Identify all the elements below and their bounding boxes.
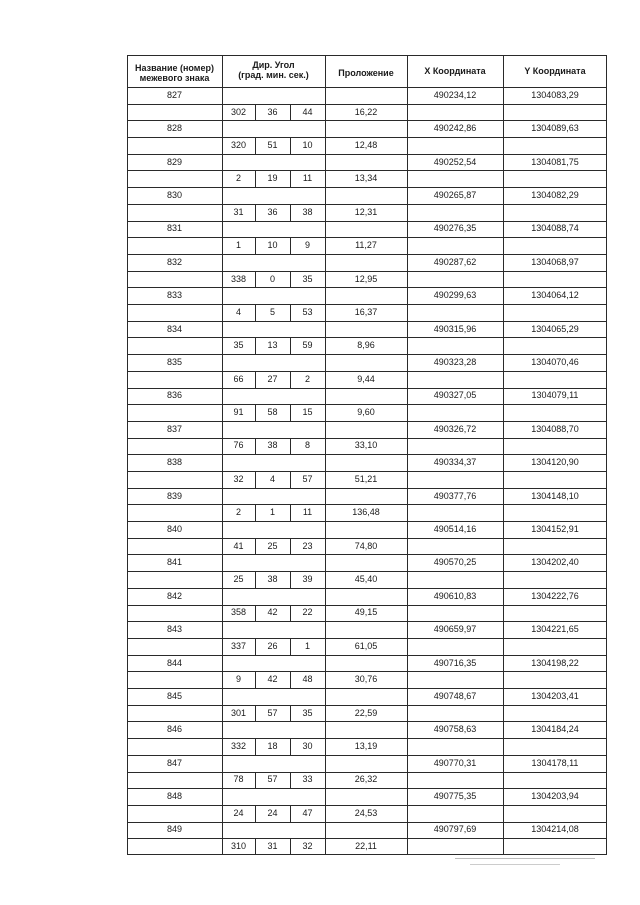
x-coordinate: 490797,69	[433, 824, 477, 835]
segment-length: 9,44	[357, 373, 375, 384]
point-name: 849	[166, 824, 183, 835]
point-name: 831	[166, 223, 183, 234]
row-separator	[127, 571, 607, 572]
x-coordinate: 490252,54	[433, 156, 477, 167]
angle-minutes: 31	[267, 841, 278, 852]
point-name: 835	[166, 356, 183, 367]
row-separator	[127, 838, 607, 839]
row-separator	[127, 454, 607, 455]
angle-seconds: 8	[304, 440, 310, 451]
row-separator	[127, 538, 607, 539]
segment-length: 61,05	[354, 640, 378, 651]
angle-minutes: 57	[267, 774, 278, 785]
angle-minutes: 1	[269, 507, 275, 518]
point-name: 829	[166, 156, 183, 167]
segment-length: 74,80	[354, 540, 378, 551]
x-coordinate: 490287,62	[433, 256, 477, 267]
row-separator	[127, 655, 607, 656]
angle-minutes: 26	[267, 640, 278, 651]
angle-seconds: 38	[302, 206, 313, 217]
angle-seconds: 32	[302, 841, 313, 852]
header-length: Проложение	[338, 68, 394, 78]
segment-length: 12,31	[354, 206, 378, 217]
row-separator	[127, 521, 607, 522]
row-separator	[127, 371, 607, 372]
segment-length: 33,10	[354, 440, 378, 451]
angle-minutes: 38	[267, 440, 278, 451]
row-separator	[127, 554, 607, 555]
segment-length: 51,21	[354, 473, 378, 484]
y-coordinate: 1304068,97	[531, 256, 579, 267]
y-coordinate: 1304079,11	[531, 390, 579, 401]
table-border-bottom	[127, 854, 607, 855]
angle-seconds: 48	[302, 674, 313, 685]
row-separator	[127, 287, 607, 288]
x-coordinate: 490770,31	[433, 757, 477, 768]
point-name: 840	[166, 523, 183, 534]
y-coordinate: 1304214,08	[531, 824, 579, 835]
row-separator	[127, 588, 607, 589]
row-separator	[127, 137, 607, 138]
angle-seconds: 1	[304, 640, 310, 651]
segment-length: 136,48	[352, 507, 380, 518]
y-coordinate: 1304088,70	[531, 423, 579, 434]
row-separator	[127, 271, 607, 272]
angle-degrees: 337	[230, 640, 247, 651]
row-separator	[127, 204, 607, 205]
angle-degrees: 91	[233, 407, 244, 418]
segment-length: 9,60	[357, 407, 375, 418]
point-name: 839	[166, 490, 183, 501]
x-coordinate: 490242,86	[433, 123, 477, 134]
angle-minutes: 42	[267, 607, 278, 618]
angle-minutes: 5	[269, 306, 275, 317]
y-coordinate: 1304221,65	[531, 624, 579, 635]
angle-seconds: 23	[302, 540, 313, 551]
segment-length: 22,11	[355, 841, 377, 852]
row-separator	[127, 605, 607, 606]
segment-length: 30,76	[354, 674, 378, 685]
angle-degrees: 310	[230, 841, 247, 852]
row-separator	[127, 738, 607, 739]
y-coordinate: 1304081,75	[531, 156, 579, 167]
angle-degrees: 320	[230, 139, 247, 150]
x-coordinate: 490659,97	[433, 624, 477, 635]
point-name: 833	[166, 290, 183, 301]
row-separator	[127, 772, 607, 773]
angle-seconds: 30	[302, 740, 313, 751]
point-name: 848	[166, 791, 183, 802]
angle-degrees: 41	[233, 540, 244, 551]
segment-length: 22,59	[354, 707, 378, 718]
x-coordinate: 490514,16	[433, 523, 477, 534]
header-name-line1: Название (номер)	[135, 63, 214, 73]
angle-degrees: 76	[233, 440, 244, 451]
x-coordinate: 490610,83	[433, 590, 477, 601]
angle-seconds: 39	[302, 574, 313, 585]
angle-minutes: 36	[267, 106, 278, 117]
angle-minutes: 51	[267, 139, 278, 150]
point-name: 828	[166, 123, 183, 134]
angle-degrees: 9	[235, 674, 241, 685]
angle-degrees: 4	[235, 306, 241, 317]
angle-seconds: 10	[302, 139, 313, 150]
x-coordinate: 490570,25	[433, 557, 477, 568]
segment-length: 13,19	[354, 740, 378, 751]
angle-degrees: 332	[230, 740, 247, 751]
angle-degrees: 301	[230, 707, 247, 718]
y-coordinate: 1304222,76	[531, 590, 579, 601]
x-coordinate: 490716,35	[433, 657, 477, 668]
row-separator	[127, 321, 607, 322]
x-coordinate: 490758,63	[433, 724, 477, 735]
point-name: 845	[166, 690, 183, 701]
angle-degrees: 25	[233, 574, 244, 585]
segment-length: 45,40	[354, 574, 378, 585]
angle-seconds: 33	[302, 774, 313, 785]
segment-length: 16,22	[354, 106, 378, 117]
row-separator	[127, 721, 607, 722]
angle-minutes: 36	[267, 206, 278, 217]
y-coordinate: 1304088,74	[531, 223, 579, 234]
row-separator	[127, 104, 607, 105]
x-coordinate: 490748,67	[433, 690, 477, 701]
row-separator	[127, 354, 607, 355]
point-name: 834	[166, 323, 183, 334]
angle-degrees: 66	[233, 373, 244, 384]
header-y: Y Координата	[524, 66, 586, 76]
point-name: 830	[166, 190, 183, 201]
row-separator	[127, 504, 607, 505]
row-separator	[127, 388, 607, 389]
angle-seconds: 15	[302, 407, 313, 418]
point-name: 838	[166, 457, 183, 468]
header-name	[127, 63, 222, 83]
segment-length: 16,37	[354, 306, 378, 317]
angle-degrees: 78	[233, 774, 244, 785]
point-name: 837	[166, 423, 183, 434]
angle-seconds: 9	[304, 240, 310, 251]
table-border-top	[127, 55, 607, 56]
angle-seconds: 57	[302, 473, 313, 484]
angle-degrees: 24	[233, 807, 244, 818]
segment-length: 26,32	[354, 774, 378, 785]
angle-minutes: 19	[267, 173, 278, 184]
angle-minutes: 38	[267, 574, 278, 585]
angle-degrees: 358	[230, 607, 247, 618]
scan-noise	[455, 858, 595, 859]
x-coordinate: 490377,76	[433, 490, 477, 501]
angle-minutes: 10	[267, 240, 278, 251]
angle-degrees: 35	[233, 340, 244, 351]
point-name: 844	[166, 657, 183, 668]
segment-length: 12,95	[354, 273, 378, 284]
angle-seconds: 11	[302, 173, 313, 184]
x-coordinate: 490234,12	[433, 89, 477, 100]
scan-noise	[470, 864, 560, 865]
point-name: 847	[166, 757, 183, 768]
x-coordinate: 490775,35	[433, 791, 477, 802]
angle-seconds: 35	[302, 707, 313, 718]
row-separator	[127, 471, 607, 472]
angle-seconds: 44	[302, 106, 313, 117]
y-coordinate: 1304203,94	[531, 791, 579, 802]
header-x: X Координата	[424, 66, 486, 76]
angle-seconds: 47	[302, 807, 313, 818]
row-separator	[127, 237, 607, 238]
point-name: 843	[166, 624, 183, 635]
point-name: 842	[166, 590, 183, 601]
row-separator	[127, 337, 607, 338]
y-coordinate: 1304178,11	[531, 757, 579, 768]
row-separator	[127, 755, 607, 756]
boundary-points-table	[127, 55, 607, 855]
header-name-line2: межевого знака	[139, 73, 210, 83]
x-coordinate: 490323,28	[433, 356, 477, 367]
segment-length: 13,34	[354, 173, 378, 184]
angle-degrees: 338	[230, 273, 247, 284]
y-coordinate: 1304064,12	[531, 290, 579, 301]
row-separator	[127, 154, 607, 155]
angle-minutes: 25	[267, 540, 278, 551]
row-separator	[127, 438, 607, 439]
row-separator	[127, 621, 607, 622]
x-coordinate: 490299,63	[433, 290, 477, 301]
segment-length: 8,96	[357, 340, 375, 351]
angle-degrees: 1	[235, 240, 241, 251]
x-coordinate: 490315,96	[433, 323, 477, 334]
angle-seconds: 35	[302, 273, 313, 284]
segment-length: 11,27	[355, 240, 377, 251]
y-coordinate: 1304082,29	[531, 190, 579, 201]
segment-length: 12,48	[354, 139, 378, 150]
y-coordinate: 1304203,41	[531, 690, 579, 701]
y-coordinate: 1304184,24	[531, 724, 579, 735]
row-separator	[127, 805, 607, 806]
header-angle-line1: Дир. Угол	[252, 60, 295, 70]
y-coordinate: 1304083,29	[531, 89, 579, 100]
header-separator	[127, 87, 607, 88]
angle-minutes: 13	[267, 340, 278, 351]
angle-minutes: 27	[267, 373, 278, 384]
angle-seconds: 59	[302, 340, 313, 351]
angle-seconds: 11	[302, 507, 313, 518]
x-coordinate: 490326,72	[433, 423, 477, 434]
row-separator	[127, 822, 607, 823]
y-coordinate: 1304152,91	[531, 523, 579, 534]
header-angle	[222, 60, 325, 80]
angle-degrees: 32	[233, 473, 244, 484]
y-coordinate: 1304148,10	[531, 490, 579, 501]
segment-length: 24,53	[354, 807, 378, 818]
point-name: 827	[166, 89, 183, 100]
row-separator	[127, 221, 607, 222]
row-separator	[127, 705, 607, 706]
x-coordinate: 490327,05	[433, 390, 477, 401]
angle-seconds: 2	[304, 373, 310, 384]
y-coordinate: 1304065,29	[531, 323, 579, 334]
angle-seconds: 53	[302, 306, 313, 317]
x-coordinate: 490265,87	[433, 190, 477, 201]
angle-degrees: 2	[235, 173, 241, 184]
row-separator	[127, 187, 607, 188]
y-coordinate: 1304070,46	[531, 356, 579, 367]
angle-minutes: 57	[267, 707, 278, 718]
angle-degrees: 2	[235, 507, 241, 518]
header-angle-line2: (град. мин. сек.)	[238, 70, 309, 80]
x-coordinate: 490276,35	[433, 223, 477, 234]
angle-minutes: 58	[267, 407, 278, 418]
row-separator	[127, 638, 607, 639]
y-coordinate: 1304120,90	[531, 457, 579, 468]
row-separator	[127, 170, 607, 171]
segment-length: 49,15	[354, 607, 378, 618]
row-separator	[127, 788, 607, 789]
y-coordinate: 1304202,40	[531, 557, 579, 568]
y-coordinate: 1304089,63	[531, 123, 579, 134]
row-separator	[127, 404, 607, 405]
point-name: 841	[166, 557, 183, 568]
angle-minutes: 24	[267, 807, 278, 818]
angle-minutes: 4	[269, 473, 275, 484]
row-separator	[127, 304, 607, 305]
row-separator	[127, 688, 607, 689]
y-coordinate: 1304198,22	[531, 657, 579, 668]
point-name: 832	[166, 256, 183, 267]
row-separator	[127, 254, 607, 255]
row-separator	[127, 671, 607, 672]
angle-minutes: 0	[269, 273, 275, 284]
row-separator	[127, 421, 607, 422]
point-name: 846	[166, 724, 183, 735]
angle-seconds: 22	[302, 607, 313, 618]
point-name: 836	[166, 390, 183, 401]
row-separator	[127, 488, 607, 489]
angle-degrees: 302	[230, 106, 247, 117]
angle-minutes: 42	[267, 674, 278, 685]
row-separator	[127, 120, 607, 121]
angle-degrees: 31	[233, 206, 244, 217]
x-coordinate: 490334,37	[433, 457, 477, 468]
angle-minutes: 18	[267, 740, 278, 751]
